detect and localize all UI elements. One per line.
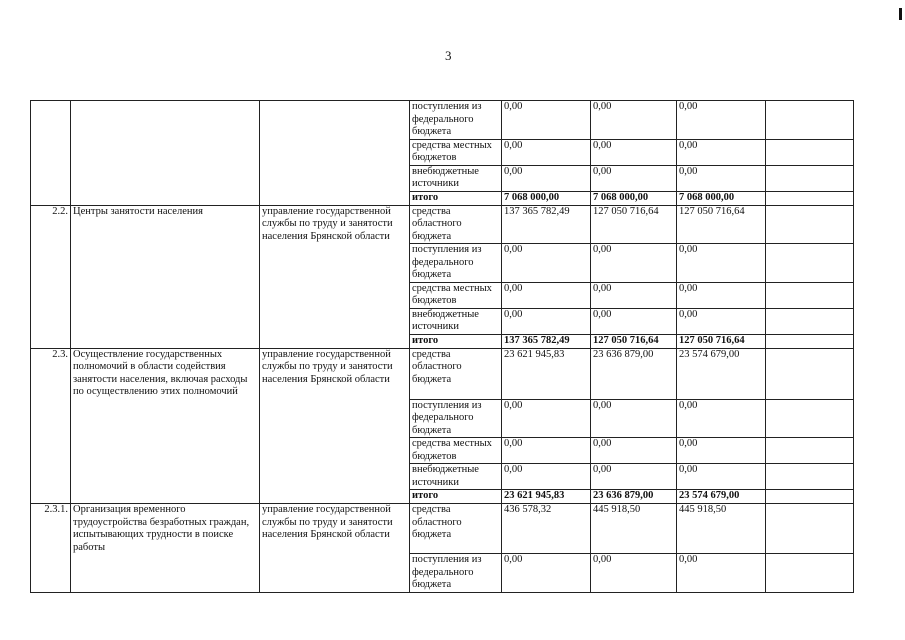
value-cell: 0,00	[502, 308, 591, 334]
value-cell: 0,00	[677, 438, 766, 464]
value-cell: 0,00	[591, 139, 677, 165]
source-label: внебюджетные источники	[410, 165, 502, 191]
source-label: поступления из федерального бюджета	[410, 399, 502, 438]
empty-cell	[766, 334, 854, 348]
value-cell: 0,00	[677, 139, 766, 165]
source-label: поступления из федерального бюджета	[410, 244, 502, 283]
source-label: средства областного бюджета	[410, 504, 502, 554]
executor-cell	[260, 101, 410, 206]
code-cell: 2.2.	[31, 205, 71, 348]
empty-cell	[766, 205, 854, 244]
value-cell: 0,00	[677, 244, 766, 283]
value-cell: 0,00	[591, 308, 677, 334]
source-label: средства местных бюджетов	[410, 438, 502, 464]
value-cell: 445 918,50	[677, 504, 766, 554]
table-row	[31, 504, 854, 554]
value-cell: 0,00	[677, 282, 766, 308]
value-cell: 127 050 716,64	[591, 205, 677, 244]
total-label: итого	[410, 191, 502, 205]
table-row	[31, 348, 854, 399]
empty-cell	[766, 308, 854, 334]
value-cell: 0,00	[502, 101, 591, 140]
executor-cell: управление государственной службы по труду и занятости населения Брянской области	[260, 348, 410, 504]
value-cell: 0,00	[677, 308, 766, 334]
empty-cell	[766, 165, 854, 191]
value-cell: 0,00	[591, 282, 677, 308]
total-value: 23 621 945,83	[502, 490, 591, 504]
code-cell: 2.3.	[31, 348, 71, 504]
table-row	[31, 101, 854, 140]
budget-table	[30, 100, 854, 593]
value-cell: 23 621 945,83	[502, 348, 591, 399]
value-cell: 0,00	[502, 282, 591, 308]
value-cell: 0,00	[591, 165, 677, 191]
name-cell: Центры занятости населения	[71, 205, 260, 348]
source-label: внебюджетные источники	[410, 308, 502, 334]
source-label: поступления из федерального бюджета	[410, 101, 502, 140]
value-cell: 23 574 679,00	[677, 348, 766, 399]
name-cell: Осуществление государственных полномочий в области содействия занятости населения, включая расходы по осуществлению этих полномочий	[71, 348, 260, 504]
source-label: средства местных бюджетов	[410, 282, 502, 308]
source-label: средства областного бюджета	[410, 348, 502, 399]
empty-cell	[766, 191, 854, 205]
empty-cell	[766, 504, 854, 554]
value-cell: 0,00	[502, 165, 591, 191]
value-cell: 0,00	[591, 438, 677, 464]
value-cell: 0,00	[591, 554, 677, 593]
total-value: 7 068 000,00	[502, 191, 591, 205]
value-cell: 0,00	[502, 139, 591, 165]
value-cell: 0,00	[502, 399, 591, 438]
code-cell	[31, 101, 71, 206]
empty-cell	[766, 438, 854, 464]
total-value: 7 068 000,00	[677, 191, 766, 205]
value-cell: 23 636 879,00	[591, 348, 677, 399]
executor-cell: управление государственной службы по труду и занятости населения Брянской области	[260, 504, 410, 593]
value-cell: 0,00	[677, 165, 766, 191]
empty-cell	[766, 399, 854, 438]
value-cell: 0,00	[502, 464, 591, 490]
total-value: 127 050 716,64	[677, 334, 766, 348]
value-cell: 0,00	[677, 101, 766, 140]
empty-cell	[766, 282, 854, 308]
total-value: 23 636 879,00	[591, 490, 677, 504]
scan-mark	[899, 8, 902, 20]
value-cell: 0,00	[591, 464, 677, 490]
code-cell: 2.3.1.	[31, 504, 71, 593]
empty-cell	[766, 348, 854, 399]
value-cell: 445 918,50	[591, 504, 677, 554]
total-value: 137 365 782,49	[502, 334, 591, 348]
empty-cell	[766, 464, 854, 490]
value-cell: 137 365 782,49	[502, 205, 591, 244]
empty-cell	[766, 490, 854, 504]
empty-cell	[766, 244, 854, 283]
name-cell	[71, 101, 260, 206]
value-cell: 0,00	[502, 554, 591, 593]
total-value: 127 050 716,64	[591, 334, 677, 348]
value-cell: 436 578,32	[502, 504, 591, 554]
source-label: средства местных бюджетов	[410, 139, 502, 165]
value-cell: 0,00	[502, 244, 591, 283]
source-label: поступления из федерального бюджета	[410, 554, 502, 593]
value-cell: 0,00	[502, 438, 591, 464]
empty-cell	[766, 554, 854, 593]
total-label: итого	[410, 490, 502, 504]
executor-cell: управление государственной службы по труду и занятости населения Брянской области	[260, 205, 410, 348]
table-row	[31, 205, 854, 244]
value-cell: 0,00	[591, 399, 677, 438]
value-cell: 127 050 716,64	[677, 205, 766, 244]
empty-cell	[766, 139, 854, 165]
value-cell: 0,00	[591, 101, 677, 140]
name-cell: Организация временного трудоустройства безработных граждан, испытывающих трудности в поиске работы	[71, 504, 260, 593]
page-number: 3	[445, 48, 452, 63]
source-label: внебюджетные источники	[410, 464, 502, 490]
total-label: итого	[410, 334, 502, 348]
total-value: 7 068 000,00	[591, 191, 677, 205]
empty-cell	[766, 101, 854, 140]
value-cell: 0,00	[677, 554, 766, 593]
value-cell: 0,00	[591, 244, 677, 283]
total-value: 23 574 679,00	[677, 490, 766, 504]
value-cell: 0,00	[677, 399, 766, 438]
source-label: средства областного бюджета	[410, 205, 502, 244]
value-cell: 0,00	[677, 464, 766, 490]
